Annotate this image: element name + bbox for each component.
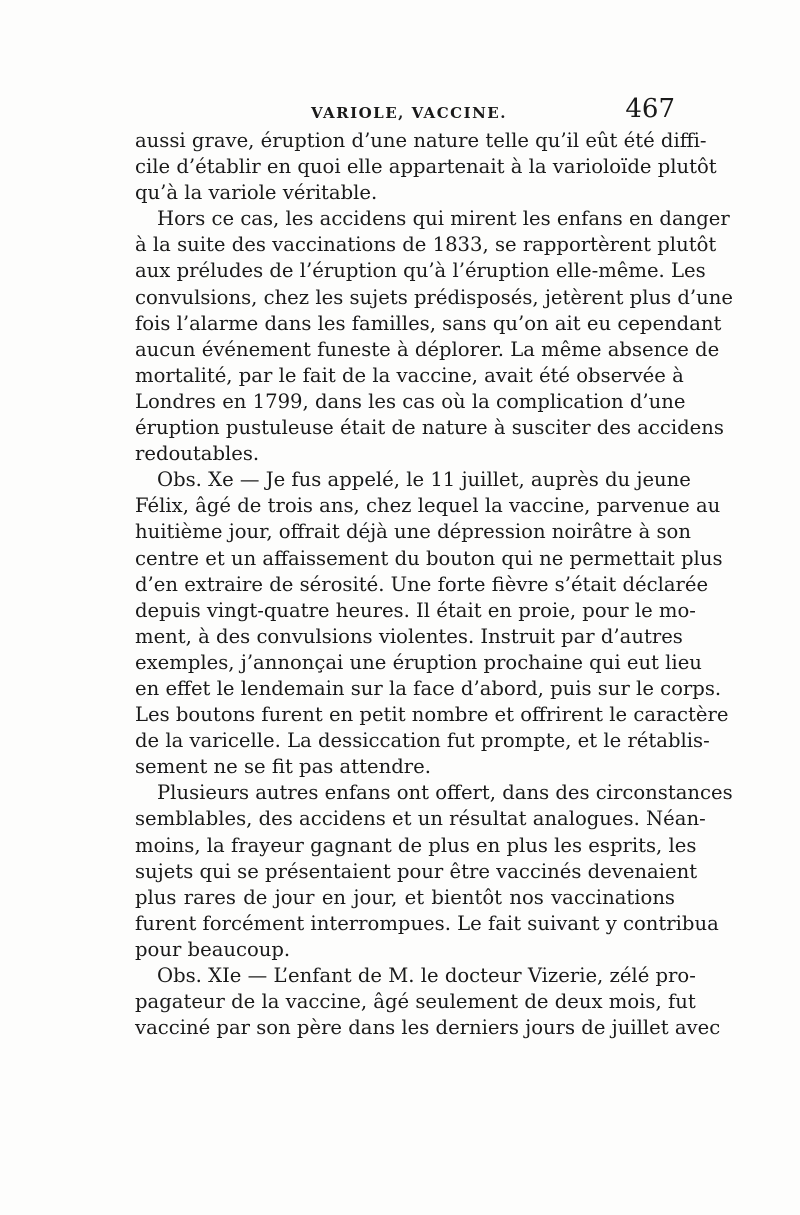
- text-line: en effet le lendemain sur la face d’abord, puis sur le corps.: [135, 676, 722, 700]
- text-line: furent forcément interrompues. Le fait suivant y contribua: [135, 911, 719, 935]
- text-line: aux préludes de l’éruption qu’à l’éruption elle-même. Les: [135, 259, 706, 283]
- text-line: d’en extraire de sérosité. Une forte fièvre s’était déclarée: [135, 572, 709, 596]
- text-line: mortalité, par le fait de la vaccine, avait été observée à: [135, 363, 684, 387]
- text-line: sujets qui se présentaient pour être vaccinés devenaient: [135, 859, 698, 883]
- text-line: Plusieurs autres enfans ont offert, dans des circonstances: [157, 781, 733, 805]
- text-line: à la suite des vaccinations de 1833, se rapportèrent plutôt: [135, 233, 717, 257]
- running-head: [135, 94, 675, 128]
- text-line: fois l’alarme dans les familles, sans qu’on ait eu cependant: [135, 311, 722, 335]
- text-line: semblables, des accidens et un résultat analogues. Néan-: [135, 807, 706, 831]
- text-line: Félix, âgé de trois ans, chez lequel la vaccine, parvenue au: [135, 494, 721, 518]
- text-line: aucun événement funeste à déplorer. La même absence de: [135, 337, 720, 361]
- text-line: qu’à la variole véritable.: [135, 181, 378, 205]
- text-line: vacciné par son père dans les derniers jours de juillet avec: [135, 1016, 721, 1040]
- text-line: exemples, j’annonçai une éruption prochaine qui eut lieu: [135, 650, 702, 674]
- text-line: Hors ce cas, les accidens qui mirent les enfans en danger: [157, 207, 730, 231]
- text-line: pour beaucoup.: [135, 937, 291, 961]
- text-line: éruption pustuleuse était de nature à susciter des accidens: [135, 416, 724, 440]
- running-title: VARIOLE, VACCINE.: [311, 104, 507, 122]
- text-line: plus rares de jour en jour, et bientôt nos vaccinations: [135, 885, 675, 909]
- text-line: pagateur de la vaccine, âgé seulement de deux mois, fut: [135, 990, 696, 1014]
- page-number: 467: [625, 94, 675, 124]
- text-line: ment, à des convulsions violentes. Instruit par d’autres: [135, 624, 683, 648]
- body-text: [135, 128, 733, 1041]
- text-line: redoutables.: [135, 442, 260, 466]
- text-line: moins, la frayeur gagnant de plus en plus les esprits, les: [135, 833, 697, 857]
- text-line: Londres en 1799, dans les cas où la complication d’une: [135, 389, 686, 413]
- text-line: Obs. Xe — Je fus appelé, le 11 juillet, auprès du jeune: [157, 468, 691, 492]
- text-line: centre et un affaissement du bouton qui ne permettait plus: [135, 546, 723, 570]
- text-line: depuis vingt-quatre heures. Il était en proie, pour le mo-: [135, 598, 696, 622]
- text-line: aussi grave, éruption d’une nature telle qu’il eût été diffi-: [135, 129, 707, 152]
- text-line: Obs. XIe — L’enfant de M. le docteur Vizerie, zélé pro-: [157, 964, 696, 987]
- text-line: sement ne se fit pas attendre.: [135, 755, 431, 779]
- text-line: cile d’établir en quoi elle appartenait à la varioloïde plutôt: [135, 155, 717, 179]
- text-line: convulsions, chez les sujets prédisposés, jetèrent plus d’une: [135, 285, 733, 309]
- text-line: de la varicelle. La dessiccation fut prompte, et le rétablis-: [135, 729, 710, 753]
- text-line: Les boutons furent en petit nombre et offrirent le caractère: [135, 703, 729, 727]
- text-line: huitième jour, offrait déjà une dépression noirâtre à son: [135, 520, 691, 544]
